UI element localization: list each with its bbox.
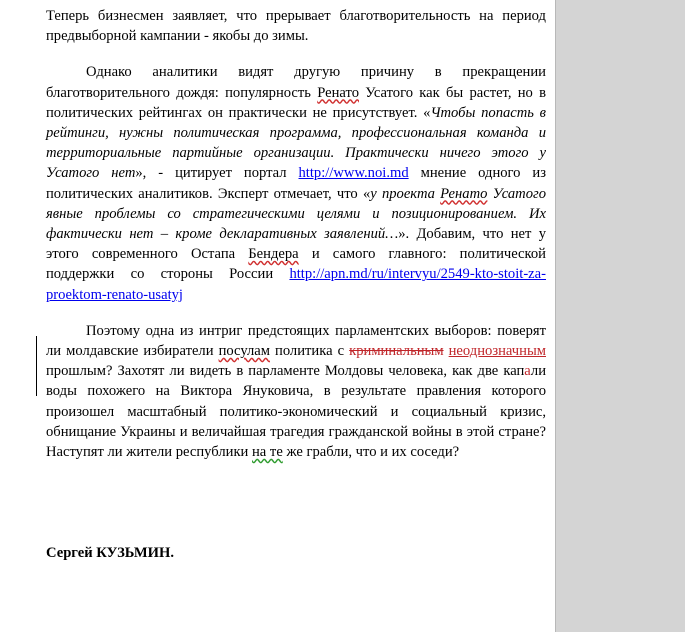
tracked-letter-change: а	[524, 363, 531, 380]
quote-1: Чтобы попасть в рейтинги, нужны политическая программа, профессиональная команда и территориальные партийные организации. Практически ничего этого у Усатого нет	[46, 104, 546, 182]
document-body[interactable]	[46, 6, 546, 462]
link-apn-md[interactable]: http://apn.md/ru/intervyu/2549-kto-stoit-za-proektom-renato-usatyj	[46, 266, 546, 303]
author-signature: Сергей КУЗЬМИН.	[46, 545, 174, 561]
spelling-error-renato-2: Ренато	[440, 185, 488, 202]
spelling-error-posulam: посулам	[218, 343, 270, 360]
p2-text-2: Усатого как бы растет, но в политических рейтингах он практически не присутствует. «	[46, 84, 546, 121]
spelling-error-renato: Ренато	[317, 84, 359, 101]
tracked-deletion: криминальным	[349, 343, 444, 360]
spelling-error-bender: Бендера	[248, 246, 299, 263]
p2-text-6: и самого главного: политической поддержки со стороны России	[46, 246, 546, 283]
paragraph-3	[46, 321, 546, 462]
page-gutter	[555, 0, 685, 632]
p3-text-4: прошлым? Захотят ли видеть в парламенте Молдовы человека, как две кап	[46, 363, 525, 380]
p2-text-3: », - цитирует портал	[135, 165, 299, 182]
paragraph-2	[46, 62, 546, 304]
p2-text-4: мнение одного из политических аналитиков. Эксперт отмечает, что «	[46, 165, 546, 202]
link-noi-md[interactable]: http://www.noi.md	[298, 165, 409, 182]
p2-text-1: Однако аналитики видят другую причину в прекращении благотворительного дождя: популярность	[46, 64, 546, 101]
p3-text-2: политика с	[269, 343, 350, 360]
grammar-flag-na-te: на те	[252, 444, 283, 461]
paragraph-1: Теперь бизнесмен заявляет, что прерывает благотворительность на период предвыборной кампании - якобы до зимы.	[46, 8, 546, 45]
quote-2b: Усатого явные проблемы со стратегическими целями и позиционированием. Их фактически нет – кроме декларативных заявлений…	[46, 185, 546, 243]
revision-change-bar	[36, 336, 37, 396]
p2-text-5: ». Добавим, что нет у этого современного Остапа	[46, 226, 547, 263]
quote-2a: у проекта	[370, 185, 441, 202]
p3-text-5: ли воды похожего на Виктора Януковича, в результате правления которого произошел масштабный политико-экономический и социальный кризис, обнищание Украины и величайшая трагедия гражданской войны в этой стране? Наступят ли жители республики	[46, 363, 546, 461]
tracked-insertion: неоднозначным	[448, 343, 546, 360]
p3-text-6: же грабли, что и их соседи?	[282, 444, 460, 461]
p3-text-1: Поэтому одна из интриг предстоящих парламентских выборов: поверят ли молдавские избиратели	[46, 322, 546, 360]
